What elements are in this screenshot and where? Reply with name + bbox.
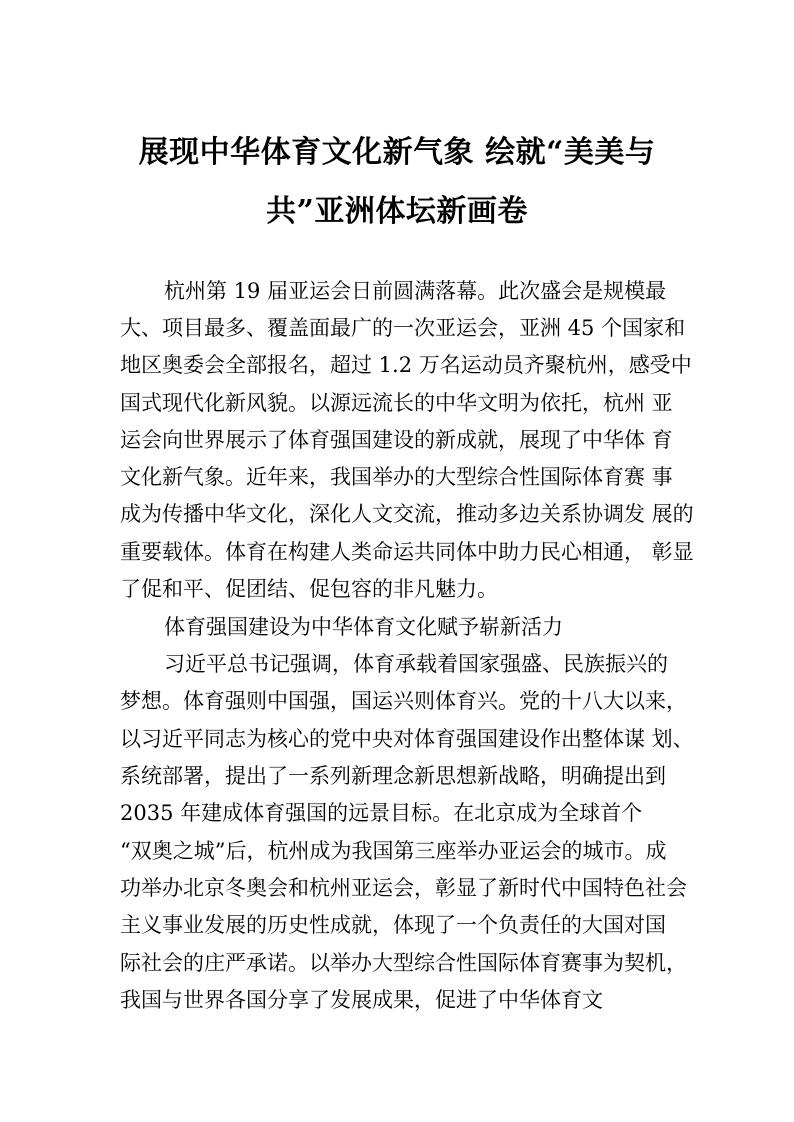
document-title-line-2: 共”亚洲体坛新画卷 [266,194,528,229]
body-line: 重要载体。体育在构建人类命运共同体中助力民心相通， 彰显 [120,540,694,564]
body-line: 系统部署，提出了一系列新理念新思想新战略，明确提出到 [120,764,666,788]
body-line: “双奥之城”后，杭州成为我国第三座举办亚运会的城市。成 [120,839,667,863]
body-line: 运会向世界展示了体育强国建设的新成就，展现了中华体 育 [120,428,673,452]
body-line: 以习近平同志为核心的党中央对体育强国建设作出整体谋 划、 [120,727,694,751]
body-line: 国式现代化新风貌。以源远流长的中华文明为依托，杭州 亚 [120,391,673,415]
body-line: 文化新气象。近年来，我国举办的大型综合性国际体育赛 事 [120,465,673,489]
body-line: 了促和平、促团结、促包容的非凡魅力。 [120,577,498,601]
body-line: 梦想。体育强则中国强，国运兴则体育兴。党的十八大以来， [120,689,687,713]
body-line: 2035 年建成体育强国的远景目标。在北京成为全球首个 [120,801,643,825]
body-line: 际社会的庄严承诺。以举办大型综合性国际体育赛事为契机， [120,951,687,975]
body-line: 主义事业发展的历史性成就，体现了一个负责任的大国对国 [120,913,666,937]
body-line: 大、项目最多、覆盖面最广的一次亚运会，亚洲 45 个国家和 [120,316,686,340]
body-line: 我国与世界各国分享了发展成果，促进了中华体育文 [120,988,603,1012]
body-line: 杭州第 19 届亚运会日前圆满落幕。此次盛会是规模最 [164,279,667,303]
section-heading: 体育强国建设为中华体育文化赋予崭新活力 [164,615,563,639]
document-title-line-1: 展现中华体育文化新气象 绘就“美美与 [138,135,656,170]
body-line: 功举办北京冬奥会和杭州亚运会，彰显了新时代中国特色社会 [120,876,687,900]
body-line: 习近平总书记强调，体育承载着国家强盛、民族振兴的 [164,652,668,676]
body-line: 地区奥委会全部报名，超过 1.2 万名运动员齐聚杭州，感受中 [120,353,692,377]
body-line: 成为传播中华文化，深化人文交流，推动多边关系协调发 展的 [120,502,694,526]
